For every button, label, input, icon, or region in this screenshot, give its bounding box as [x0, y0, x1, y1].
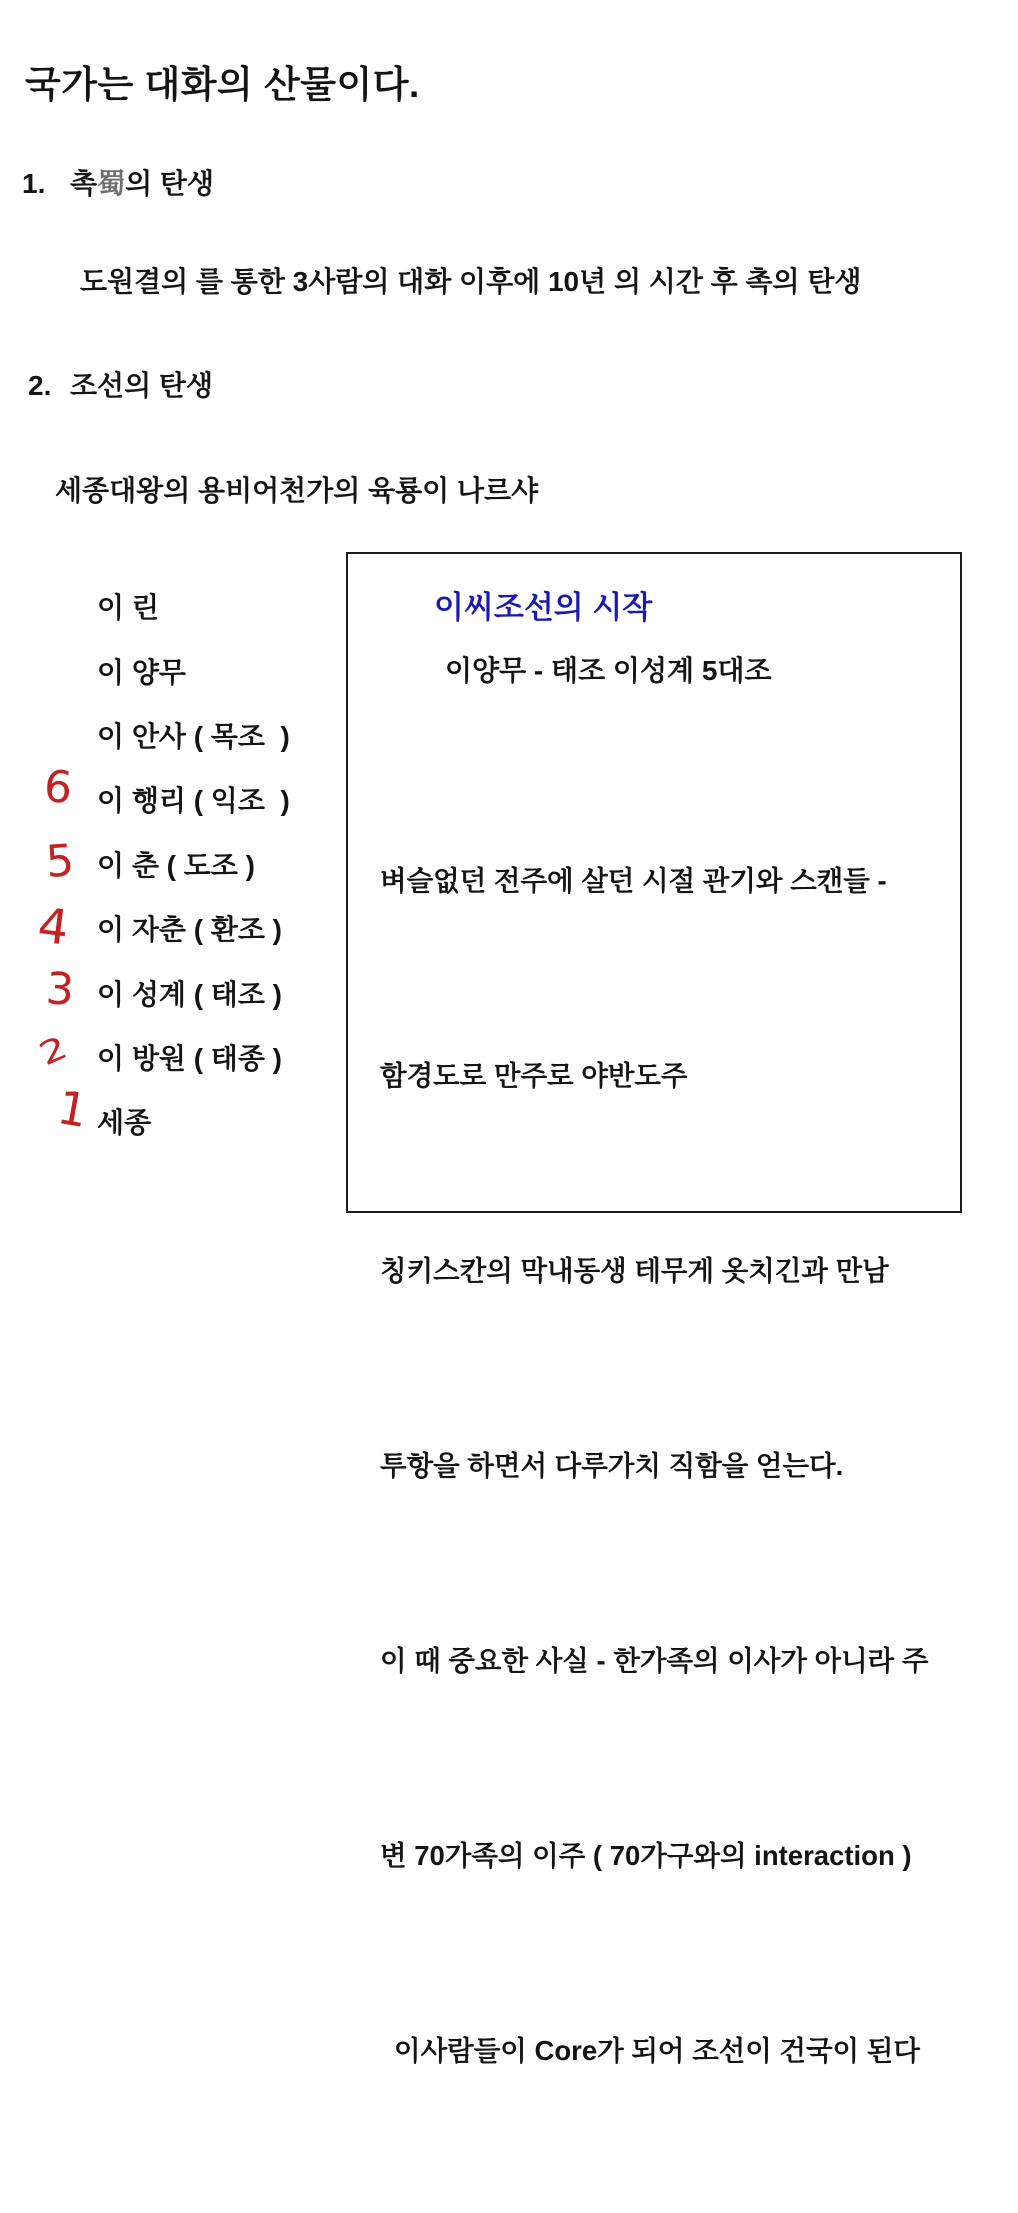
info-box-line: 벼슬없던 전주에 살던 시절 관기와 스캔들 -	[380, 865, 887, 896]
section-1-title-post: 의 탄생	[125, 168, 215, 199]
section-2-number: 2.	[28, 370, 52, 401]
info-box-line: 칭키스칸의 막내동생 테무게 옷치긴과 만남	[380, 1255, 889, 1286]
section-1-body: 도원결의 를 통한 3사람의 대화 이후에 10년 의 시간 후 촉의 탄생	[80, 266, 862, 297]
info-box-line: 함경도로 만주로 야반도주	[380, 1060, 688, 1091]
info-box-line: 이 때 중요한 사실 - 한가족의 이사가 아니라 주	[380, 1645, 929, 1676]
genealogy-item: 이 안사 ( 목조 )	[97, 720, 290, 752]
genealogy-item: 이 방원 ( 태종 )	[97, 1042, 283, 1074]
genealogy-item: 이 린	[97, 592, 159, 624]
info-box-line: 이사람들이 Core가 되어 조선이 건국이 된다	[394, 2035, 920, 2066]
handwritten-digit-6: 6	[41, 760, 75, 815]
section-2-heading	[28, 364, 213, 404]
info-box-line: 변 70가족의 이주 ( 70가구와의 interaction )	[380, 1840, 912, 1871]
genealogy-item: 이 행리 ( 익조 )	[97, 785, 290, 817]
handwritten-digit-3: 3	[44, 963, 76, 1016]
genealogy-item: 이 양무	[97, 656, 186, 688]
info-box-line: 투항을 하면서 다루가치 직함을 얻는다.	[380, 1450, 844, 1481]
section-2-title: 조선의 탄생	[70, 370, 214, 401]
info-box-title: 이씨조선의 시작	[434, 590, 653, 625]
hanja-character: 蜀	[97, 168, 126, 199]
handwritten-digit-2: 2	[33, 1028, 73, 1073]
info-box-subtitle: 이양무 - 태조 이성계 5대조	[445, 655, 772, 686]
handwritten-digit-5: 5	[44, 835, 76, 888]
genealogy-item: 이 성계 ( 태조 )	[97, 978, 283, 1010]
genealogy-item: 이 춘 ( 도조 )	[97, 849, 255, 881]
section-1-number: 1.	[22, 168, 46, 199]
section-1-title-pre: 촉	[70, 168, 98, 199]
section-1-heading	[22, 162, 214, 202]
genealogy-item: 이 자춘 ( 환조 )	[97, 914, 283, 946]
section-2-body: 세종대왕의 용비어천가의 육룡이 나르샤	[55, 475, 539, 506]
handwritten-digit-4: 4	[34, 897, 72, 957]
genealogy-list	[97, 574, 290, 1154]
info-box	[346, 552, 962, 2066]
page-title: 국가는 대화의 산물이다.	[25, 64, 420, 105]
handwritten-digit-1: 1	[53, 1079, 92, 1139]
genealogy-item: 세종	[97, 1107, 152, 1139]
info-box-body	[380, 718, 950, 2213]
